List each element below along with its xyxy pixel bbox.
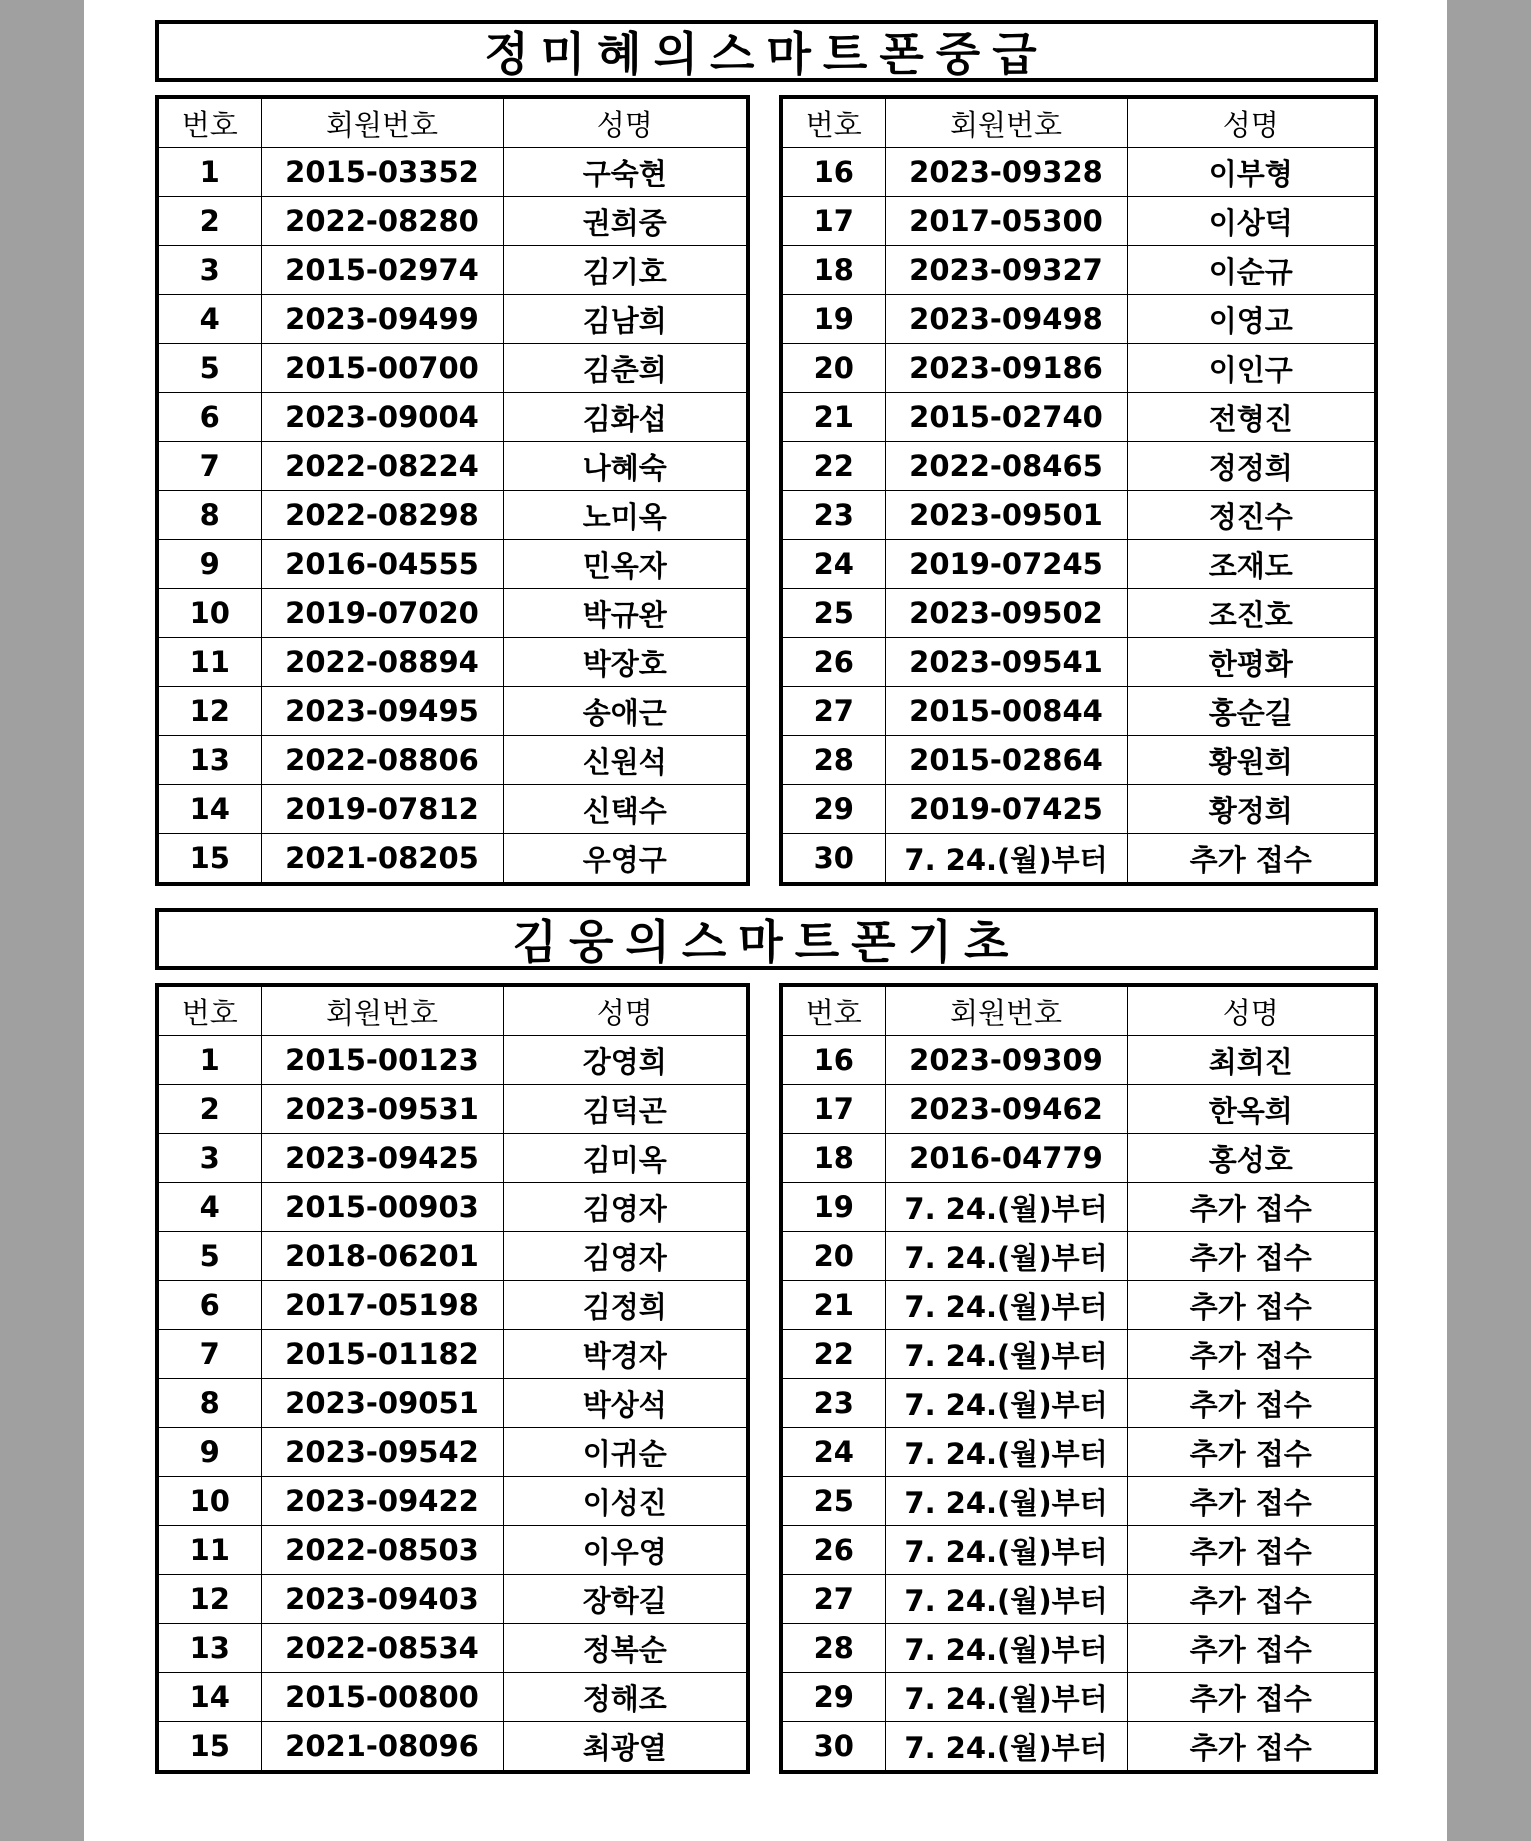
- cell-name: 이상덕: [1127, 197, 1376, 246]
- cell-member-id: 2015-00844: [885, 687, 1127, 736]
- table-row: [157, 295, 748, 344]
- cell-member-id: 2016-04779: [885, 1134, 1127, 1183]
- cell-member-id: 2015-02864: [885, 736, 1127, 785]
- cell-number: 22: [781, 1330, 885, 1379]
- cell-member-id: 2022-08894: [261, 638, 503, 687]
- roster-table-right: [779, 95, 1378, 886]
- cell-member-id: 2023-09495: [261, 687, 503, 736]
- cell-number: 27: [781, 687, 885, 736]
- cell-member-id: 2022-08534: [261, 1624, 503, 1673]
- table-row: [781, 246, 1376, 295]
- cell-number: 16: [781, 1036, 885, 1085]
- cell-number: 13: [157, 1624, 261, 1673]
- cell-member-id: 7. 24.(월)부터: [885, 834, 1127, 885]
- cell-number: 18: [781, 246, 885, 295]
- cell-member-id: 2022-08280: [261, 197, 503, 246]
- cell-name: 추가 접수: [1127, 1232, 1376, 1281]
- table-row: [157, 687, 748, 736]
- cell-number: 24: [781, 1428, 885, 1477]
- cell-name: 추가 접수: [1127, 1477, 1376, 1526]
- cell-name: 추가 접수: [1127, 1330, 1376, 1379]
- table-row: [157, 148, 748, 197]
- table-row: [157, 1722, 748, 1773]
- cell-name: 장학길: [503, 1575, 748, 1624]
- table-row: [157, 1183, 748, 1232]
- cell-name: 정정희: [1127, 442, 1376, 491]
- table-row: [157, 638, 748, 687]
- cell-name: 박규완: [503, 589, 748, 638]
- cell-member-id: 2023-09531: [261, 1085, 503, 1134]
- header-no: 번호: [157, 97, 261, 148]
- cell-member-id: 2023-09425: [261, 1134, 503, 1183]
- cell-name: 김영자: [503, 1183, 748, 1232]
- header-member-id: 회원번호: [261, 97, 503, 148]
- cell-member-id: 2023-09004: [261, 393, 503, 442]
- cell-number: 12: [157, 1575, 261, 1624]
- cell-member-id: 2015-00700: [261, 344, 503, 393]
- cell-name: 김남희: [503, 295, 748, 344]
- table-row: [781, 785, 1376, 834]
- cell-name: 조진호: [1127, 589, 1376, 638]
- cell-number: 19: [781, 1183, 885, 1232]
- cell-name: 나혜숙: [503, 442, 748, 491]
- cell-number: 6: [157, 393, 261, 442]
- cell-number: 28: [781, 736, 885, 785]
- table-row: [157, 197, 748, 246]
- cell-member-id: 2022-08465: [885, 442, 1127, 491]
- cell-name: 전형진: [1127, 393, 1376, 442]
- cell-number: 29: [781, 785, 885, 834]
- cell-member-id: 7. 24.(월)부터: [885, 1624, 1127, 1673]
- cell-number: 30: [781, 1722, 885, 1773]
- cell-member-id: 2017-05300: [885, 197, 1127, 246]
- table-row: [781, 1330, 1376, 1379]
- cell-member-id: 2015-00903: [261, 1183, 503, 1232]
- cell-name: 권희중: [503, 197, 748, 246]
- cell-name: 김정희: [503, 1281, 748, 1330]
- cell-name: 최광열: [503, 1722, 748, 1773]
- cell-name: 조재도: [1127, 540, 1376, 589]
- cell-name: 정해조: [503, 1673, 748, 1722]
- cell-member-id: 7. 24.(월)부터: [885, 1722, 1127, 1773]
- cell-number: 21: [781, 393, 885, 442]
- table-row: [157, 1085, 748, 1134]
- cell-name: 송애근: [503, 687, 748, 736]
- cell-number: 19: [781, 295, 885, 344]
- cell-member-id: 2023-09403: [261, 1575, 503, 1624]
- cell-number: 30: [781, 834, 885, 885]
- cell-name: 이영고: [1127, 295, 1376, 344]
- table-row: [157, 785, 748, 834]
- cell-number: 1: [157, 1036, 261, 1085]
- table-row: [157, 1232, 748, 1281]
- cell-number: 8: [157, 491, 261, 540]
- cell-name: 박경자: [503, 1330, 748, 1379]
- table-row: [157, 1281, 748, 1330]
- table-row: [157, 344, 748, 393]
- table-row: [781, 1232, 1376, 1281]
- table-row: [781, 197, 1376, 246]
- table-row: [781, 1428, 1376, 1477]
- table-row: [781, 1281, 1376, 1330]
- cell-name: 추가 접수: [1127, 1379, 1376, 1428]
- cell-member-id: 7. 24.(월)부터: [885, 1673, 1127, 1722]
- cell-name: 박상석: [503, 1379, 748, 1428]
- cell-number: 28: [781, 1624, 885, 1673]
- cell-member-id: 2019-07812: [261, 785, 503, 834]
- cell-number: 26: [781, 638, 885, 687]
- table-row: [781, 1526, 1376, 1575]
- cell-name: 정진수: [1127, 491, 1376, 540]
- cell-number: 2: [157, 1085, 261, 1134]
- cell-number: 11: [157, 638, 261, 687]
- table-row: [157, 736, 748, 785]
- table-row: [781, 1477, 1376, 1526]
- cell-member-id: 2023-09327: [885, 246, 1127, 295]
- roster-table-left: [155, 983, 750, 1774]
- table-row: [157, 1428, 748, 1477]
- table-row: [781, 834, 1376, 885]
- cell-number: 26: [781, 1526, 885, 1575]
- cell-name: 추가 접수: [1127, 1722, 1376, 1773]
- header-no: 번호: [781, 97, 885, 148]
- cell-member-id: 2023-09051: [261, 1379, 503, 1428]
- cell-member-id: 2023-09499: [261, 295, 503, 344]
- cell-number: 15: [157, 834, 261, 885]
- cell-member-id: 2017-05198: [261, 1281, 503, 1330]
- cell-number: 4: [157, 1183, 261, 1232]
- cell-member-id: 2018-06201: [261, 1232, 503, 1281]
- cell-member-id: 2019-07425: [885, 785, 1127, 834]
- cell-number: 5: [157, 344, 261, 393]
- table-row: [781, 295, 1376, 344]
- cell-name: 추가 접수: [1127, 1281, 1376, 1330]
- cell-number: 13: [157, 736, 261, 785]
- table-row: [781, 148, 1376, 197]
- table-row: [781, 1575, 1376, 1624]
- cell-number: 22: [781, 442, 885, 491]
- cell-member-id: 2023-09541: [885, 638, 1127, 687]
- cell-name: 추가 접수: [1127, 1575, 1376, 1624]
- cell-number: 3: [157, 1134, 261, 1183]
- cell-number: 7: [157, 1330, 261, 1379]
- cell-number: 9: [157, 1428, 261, 1477]
- header-no: 번호: [157, 985, 261, 1036]
- cell-member-id: 2023-09422: [261, 1477, 503, 1526]
- cell-number: 20: [781, 344, 885, 393]
- cell-number: 14: [157, 1673, 261, 1722]
- cell-name: 김영자: [503, 1232, 748, 1281]
- cell-name: 강영희: [503, 1036, 748, 1085]
- cell-member-id: 2023-09542: [261, 1428, 503, 1477]
- table-header-row: [157, 97, 748, 148]
- header-name: 성명: [1127, 97, 1376, 148]
- cell-number: 29: [781, 1673, 885, 1722]
- cell-member-id: 7. 24.(월)부터: [885, 1575, 1127, 1624]
- cell-member-id: 2015-02740: [885, 393, 1127, 442]
- cell-member-id: 2021-08205: [261, 834, 503, 885]
- cell-number: 18: [781, 1134, 885, 1183]
- cell-number: 6: [157, 1281, 261, 1330]
- header-name: 성명: [503, 985, 748, 1036]
- cell-member-id: 2015-01182: [261, 1330, 503, 1379]
- table-row: [781, 1183, 1376, 1232]
- cell-member-id: 2022-08298: [261, 491, 503, 540]
- cell-number: 14: [157, 785, 261, 834]
- header-member-id: 회원번호: [261, 985, 503, 1036]
- cell-member-id: 2016-04555: [261, 540, 503, 589]
- cell-name: 이부형: [1127, 148, 1376, 197]
- cell-name: 황정희: [1127, 785, 1376, 834]
- cell-member-id: 2015-00123: [261, 1036, 503, 1085]
- cell-member-id: 7. 24.(월)부터: [885, 1477, 1127, 1526]
- cell-name: 김화섭: [503, 393, 748, 442]
- table-row: [157, 442, 748, 491]
- cell-name: 추가 접수: [1127, 1183, 1376, 1232]
- table-row: [157, 1575, 748, 1624]
- cell-number: 23: [781, 491, 885, 540]
- cell-name: 신택수: [503, 785, 748, 834]
- table-header-row: [781, 985, 1376, 1036]
- table-row: [157, 1134, 748, 1183]
- cell-member-id: 2023-09501: [885, 491, 1127, 540]
- table-header-row: [781, 97, 1376, 148]
- table-row: [781, 1134, 1376, 1183]
- table-row: [157, 540, 748, 589]
- cell-number: 7: [157, 442, 261, 491]
- cell-number: 4: [157, 295, 261, 344]
- cell-name: 홍순길: [1127, 687, 1376, 736]
- cell-name: 김미옥: [503, 1134, 748, 1183]
- cell-name: 김덕곤: [503, 1085, 748, 1134]
- cell-name: 추가 접수: [1127, 1673, 1376, 1722]
- cell-name: 김기호: [503, 246, 748, 295]
- table-row: [781, 1722, 1376, 1773]
- cell-name: 추가 접수: [1127, 834, 1376, 885]
- table-row: [781, 1624, 1376, 1673]
- cell-name: 노미옥: [503, 491, 748, 540]
- table-row: [781, 1085, 1376, 1134]
- cell-member-id: 7. 24.(월)부터: [885, 1183, 1127, 1232]
- cell-member-id: 7. 24.(월)부터: [885, 1526, 1127, 1575]
- table-row: [157, 1624, 748, 1673]
- header-name: 성명: [1127, 985, 1376, 1036]
- cell-number: 10: [157, 589, 261, 638]
- table-row: [157, 1526, 748, 1575]
- cell-member-id: 7. 24.(월)부터: [885, 1330, 1127, 1379]
- header-member-id: 회원번호: [885, 97, 1127, 148]
- table-row: [157, 393, 748, 442]
- cell-member-id: 7. 24.(월)부터: [885, 1232, 1127, 1281]
- cell-name: 민옥자: [503, 540, 748, 589]
- table-row: [781, 442, 1376, 491]
- cell-member-id: 2015-03352: [261, 148, 503, 197]
- table-row: [157, 1379, 748, 1428]
- cell-member-id: 2019-07020: [261, 589, 503, 638]
- cell-name: 이귀순: [503, 1428, 748, 1477]
- table-row: [781, 540, 1376, 589]
- table-row: [781, 638, 1376, 687]
- cell-number: 2: [157, 197, 261, 246]
- section-title: 김웅의스마트폰기초: [155, 908, 1378, 970]
- cell-number: 25: [781, 1477, 885, 1526]
- cell-member-id: 2023-09502: [885, 589, 1127, 638]
- cell-name: 한평화: [1127, 638, 1376, 687]
- table-row: [157, 1673, 748, 1722]
- cell-number: 24: [781, 540, 885, 589]
- cell-number: 1: [157, 148, 261, 197]
- header-name: 성명: [503, 97, 748, 148]
- table-row: [781, 589, 1376, 638]
- table-row: [781, 1379, 1376, 1428]
- cell-name: 추가 접수: [1127, 1428, 1376, 1477]
- cell-member-id: 2022-08224: [261, 442, 503, 491]
- cell-name: 추가 접수: [1127, 1624, 1376, 1673]
- cell-member-id: 2023-09462: [885, 1085, 1127, 1134]
- cell-name: 김춘희: [503, 344, 748, 393]
- cell-name: 이순규: [1127, 246, 1376, 295]
- table-row: [781, 491, 1376, 540]
- cell-name: 박장호: [503, 638, 748, 687]
- cell-member-id: 7. 24.(월)부터: [885, 1281, 1127, 1330]
- header-no: 번호: [781, 985, 885, 1036]
- cell-number: 5: [157, 1232, 261, 1281]
- document-page: [84, 0, 1447, 1841]
- cell-name: 추가 접수: [1127, 1526, 1376, 1575]
- table-row: [157, 1330, 748, 1379]
- cell-member-id: 2023-09186: [885, 344, 1127, 393]
- cell-number: 21: [781, 1281, 885, 1330]
- table-row: [157, 491, 748, 540]
- cell-member-id: 2022-08806: [261, 736, 503, 785]
- cell-number: 25: [781, 589, 885, 638]
- cell-member-id: 2023-09328: [885, 148, 1127, 197]
- cell-name: 이우영: [503, 1526, 748, 1575]
- cell-name: 우영구: [503, 834, 748, 885]
- cell-member-id: 2021-08096: [261, 1722, 503, 1773]
- cell-number: 23: [781, 1379, 885, 1428]
- cell-name: 이인구: [1127, 344, 1376, 393]
- roster-table-right: [779, 983, 1378, 1774]
- cell-number: 17: [781, 197, 885, 246]
- table-header-row: [157, 985, 748, 1036]
- cell-member-id: 7. 24.(월)부터: [885, 1379, 1127, 1428]
- cell-number: 11: [157, 1526, 261, 1575]
- cell-number: 12: [157, 687, 261, 736]
- cell-member-id: 7. 24.(월)부터: [885, 1428, 1127, 1477]
- cell-name: 구숙현: [503, 148, 748, 197]
- table-row: [157, 1477, 748, 1526]
- table-row: [781, 736, 1376, 785]
- cell-name: 신원석: [503, 736, 748, 785]
- table-row: [781, 393, 1376, 442]
- table-row: [781, 1673, 1376, 1722]
- roster-table-left: [155, 95, 750, 886]
- table-row: [157, 834, 748, 885]
- cell-name: 황원희: [1127, 736, 1376, 785]
- cell-number: 27: [781, 1575, 885, 1624]
- table-row: [157, 589, 748, 638]
- section-title: 정미혜의스마트폰중급: [155, 20, 1378, 82]
- table-row: [781, 1036, 1376, 1085]
- table-row: [781, 344, 1376, 393]
- cell-number: 16: [781, 148, 885, 197]
- cell-name: 최희진: [1127, 1036, 1376, 1085]
- table-row: [157, 1036, 748, 1085]
- cell-member-id: 2019-07245: [885, 540, 1127, 589]
- cell-member-id: 2023-09309: [885, 1036, 1127, 1085]
- cell-member-id: 2015-02974: [261, 246, 503, 295]
- cell-member-id: 2023-09498: [885, 295, 1127, 344]
- cell-number: 8: [157, 1379, 261, 1428]
- cell-number: 17: [781, 1085, 885, 1134]
- cell-number: 3: [157, 246, 261, 295]
- cell-name: 이성진: [503, 1477, 748, 1526]
- cell-member-id: 2022-08503: [261, 1526, 503, 1575]
- cell-name: 홍성호: [1127, 1134, 1376, 1183]
- table-row: [157, 246, 748, 295]
- cell-number: 20: [781, 1232, 885, 1281]
- cell-number: 9: [157, 540, 261, 589]
- table-row: [781, 687, 1376, 736]
- cell-member-id: 2015-00800: [261, 1673, 503, 1722]
- cell-number: 15: [157, 1722, 261, 1773]
- cell-name: 한옥희: [1127, 1085, 1376, 1134]
- cell-number: 10: [157, 1477, 261, 1526]
- cell-name: 정복순: [503, 1624, 748, 1673]
- header-member-id: 회원번호: [885, 985, 1127, 1036]
